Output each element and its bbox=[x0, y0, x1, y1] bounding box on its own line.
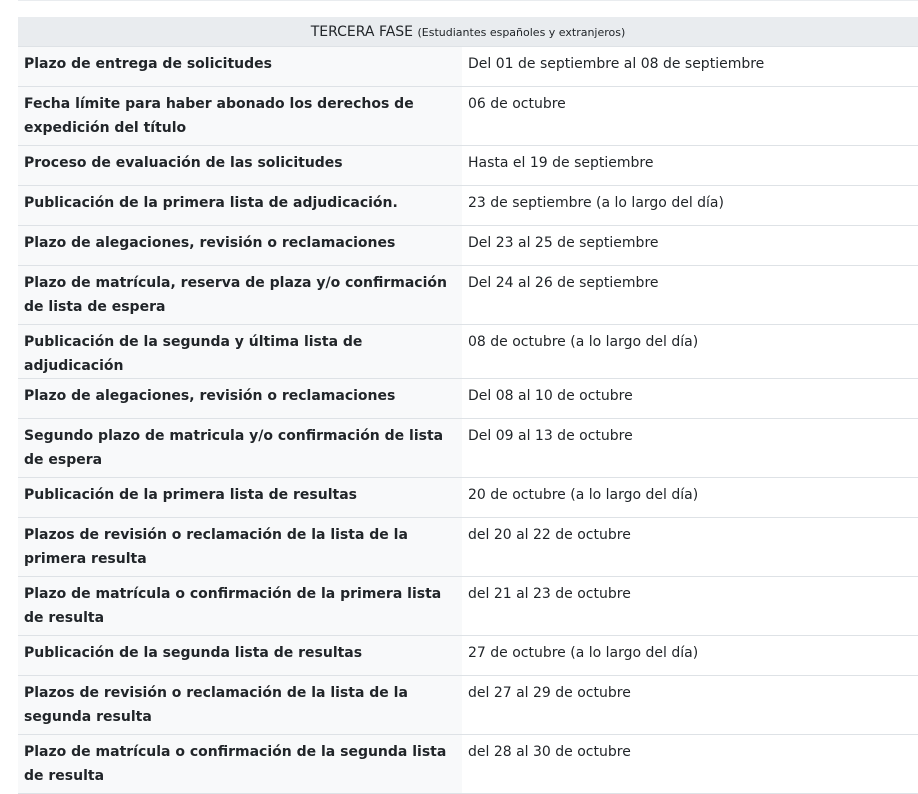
table-row bbox=[18, 379, 918, 419]
row-value: 20 de octubre (a lo largo del día) bbox=[462, 478, 918, 518]
row-label: Plazos de revisión o reclamación de la lista de la segunda resulta bbox=[18, 676, 462, 735]
divider bbox=[18, 0, 918, 1]
table-row bbox=[18, 636, 918, 676]
table-row bbox=[18, 577, 918, 636]
row-label: Plazos de revisión o reclamación de la lista de la primera resulta bbox=[18, 518, 462, 577]
row-value: 23 de septiembre (a lo largo del día) bbox=[462, 186, 918, 226]
row-label: Publicación de la segunda y última lista de adjudicación bbox=[18, 325, 462, 379]
row-value: Del 09 al 13 de octubre bbox=[462, 419, 918, 478]
row-label: Plazo de matrícula, reserva de plaza y/o confirmación de lista de espera bbox=[18, 266, 462, 325]
row-label: Proceso de evaluación de las solicitudes bbox=[18, 146, 462, 186]
row-label: Plazo de matrícula o confirmación de la segunda lista de resulta bbox=[18, 735, 462, 794]
row-label: Plazo de entrega de solicitudes bbox=[18, 47, 462, 87]
table-row bbox=[18, 146, 918, 186]
row-value: del 20 al 22 de octubre bbox=[462, 518, 918, 577]
table-header bbox=[18, 17, 918, 47]
schedule-table bbox=[18, 17, 918, 794]
row-label: Fecha límite para haber abonado los derechos de expedición del título bbox=[18, 87, 462, 146]
table-row bbox=[18, 676, 918, 735]
table-row bbox=[18, 478, 918, 518]
row-value: del 21 al 23 de octubre bbox=[462, 577, 918, 636]
table-row bbox=[18, 735, 918, 794]
row-value: 27 de octubre (a lo largo del día) bbox=[462, 636, 918, 676]
row-value: Del 08 al 10 de octubre bbox=[462, 379, 918, 419]
row-label: Segundo plazo de matricula y/o confirmación de lista de espera bbox=[18, 419, 462, 478]
row-value: Del 01 de septiembre al 08 de septiembre bbox=[462, 47, 918, 87]
table-row bbox=[18, 47, 918, 87]
row-label: Plazo de alegaciones, revisión o reclamaciones bbox=[18, 226, 462, 266]
table-row bbox=[18, 186, 918, 226]
row-value: Hasta el 19 de septiembre bbox=[462, 146, 918, 186]
row-label: Publicación de la segunda lista de resultas bbox=[18, 636, 462, 676]
row-value: 08 de octubre (a lo largo del día) bbox=[462, 325, 918, 379]
table-row bbox=[18, 226, 918, 266]
phase-title: TERCERA FASE bbox=[310, 23, 414, 40]
table-row bbox=[18, 266, 918, 325]
table-row bbox=[18, 518, 918, 577]
phase-subtitle: (Estudiantes españoles y extranjeros) bbox=[417, 25, 626, 39]
row-value: Del 24 al 26 de septiembre bbox=[462, 266, 918, 325]
row-value: 06 de octubre bbox=[462, 87, 918, 146]
table-row bbox=[18, 87, 918, 146]
row-label: Publicación de la primera lista de adjudicación. bbox=[18, 186, 462, 226]
row-label: Plazo de matrícula o confirmación de la primera lista de resulta bbox=[18, 577, 462, 636]
row-value: Del 23 al 25 de septiembre bbox=[462, 226, 918, 266]
table-row bbox=[18, 419, 918, 478]
table-row bbox=[18, 325, 918, 379]
row-label: Publicación de la primera lista de resultas bbox=[18, 478, 462, 518]
row-label: Plazo de alegaciones, revisión o reclamaciones bbox=[18, 379, 462, 419]
row-value: del 27 al 29 de octubre bbox=[462, 676, 918, 735]
row-value: del 28 al 30 de octubre bbox=[462, 735, 918, 794]
table-header-row bbox=[18, 17, 918, 47]
